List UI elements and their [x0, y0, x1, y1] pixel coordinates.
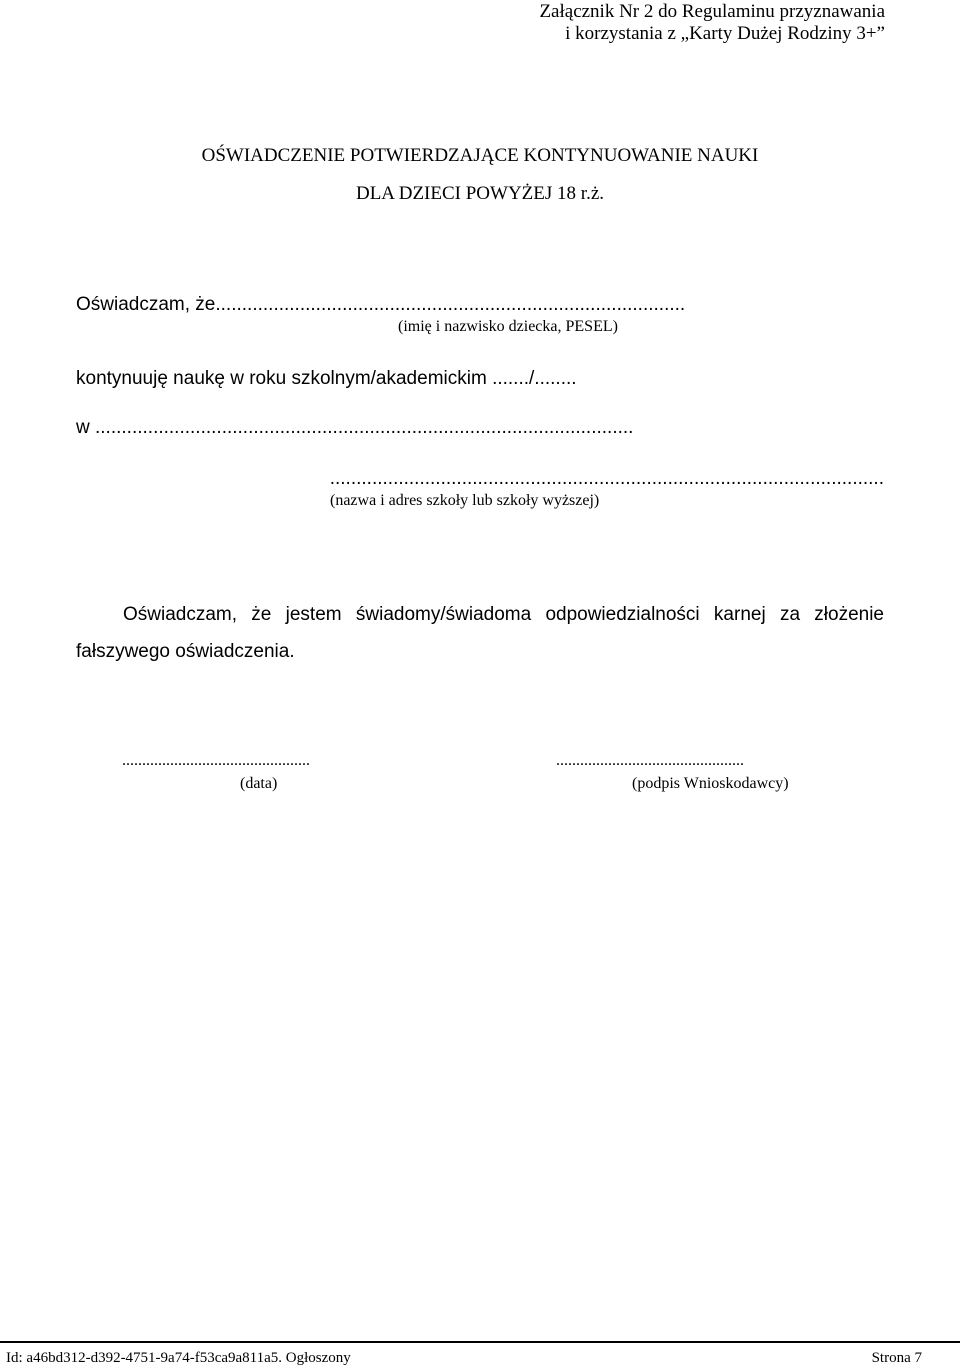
signature-dots: ...............................................: [556, 752, 744, 769]
annex-line-2: i korzystania z „Karty Dużej Rodziny 3+”: [565, 23, 885, 44]
title-line-1: OŚWIADCZENIE POTWIERDZAJĄCE KONTYNUOWANIE NAUKI: [201, 145, 759, 166]
school-line-2: .........................................................................................................: [329, 468, 884, 489]
date-dots: ...............................................: [122, 752, 310, 769]
date-label: (data): [240, 775, 278, 792]
intro-caption: (imię i nazwisko dziecka, PESEL): [398, 318, 618, 335]
signature-label: (podpis Wnioskodawcy): [632, 775, 789, 792]
school-caption: (nazwa i adres szkoły lub szkoły wyższej): [330, 492, 600, 509]
footer-page-number: Strona 7: [871, 1350, 922, 1366]
footer-divider: [0, 1341, 960, 1343]
responsibility-statement: [76, 596, 884, 670]
school-line-1: w ......................................................................................................: [76, 417, 634, 438]
footer-id: Id: a46bd312-d392-4751-9a74-f53ca9a811a5. Ogłoszony: [6, 1350, 351, 1366]
annex-line-1: Załącznik Nr 2 do Regulaminu przyznawania: [539, 1, 885, 22]
continuation-line: kontynuuję naukę w roku szkolnym/akademickim ......./........: [76, 368, 577, 389]
statement-line-1: Oświadczam, że jestem świadomy/świadoma odpowiedzialności karnej za złożenie: [123, 604, 884, 625]
intro-line: Oświadczam, że.........................................................................................: [76, 294, 686, 315]
statement-line-2: fałszywego oświadczenia.: [76, 641, 295, 662]
title-line-2: DLA DZIECI POWYŻEJ 18 r.ż.: [355, 183, 605, 204]
